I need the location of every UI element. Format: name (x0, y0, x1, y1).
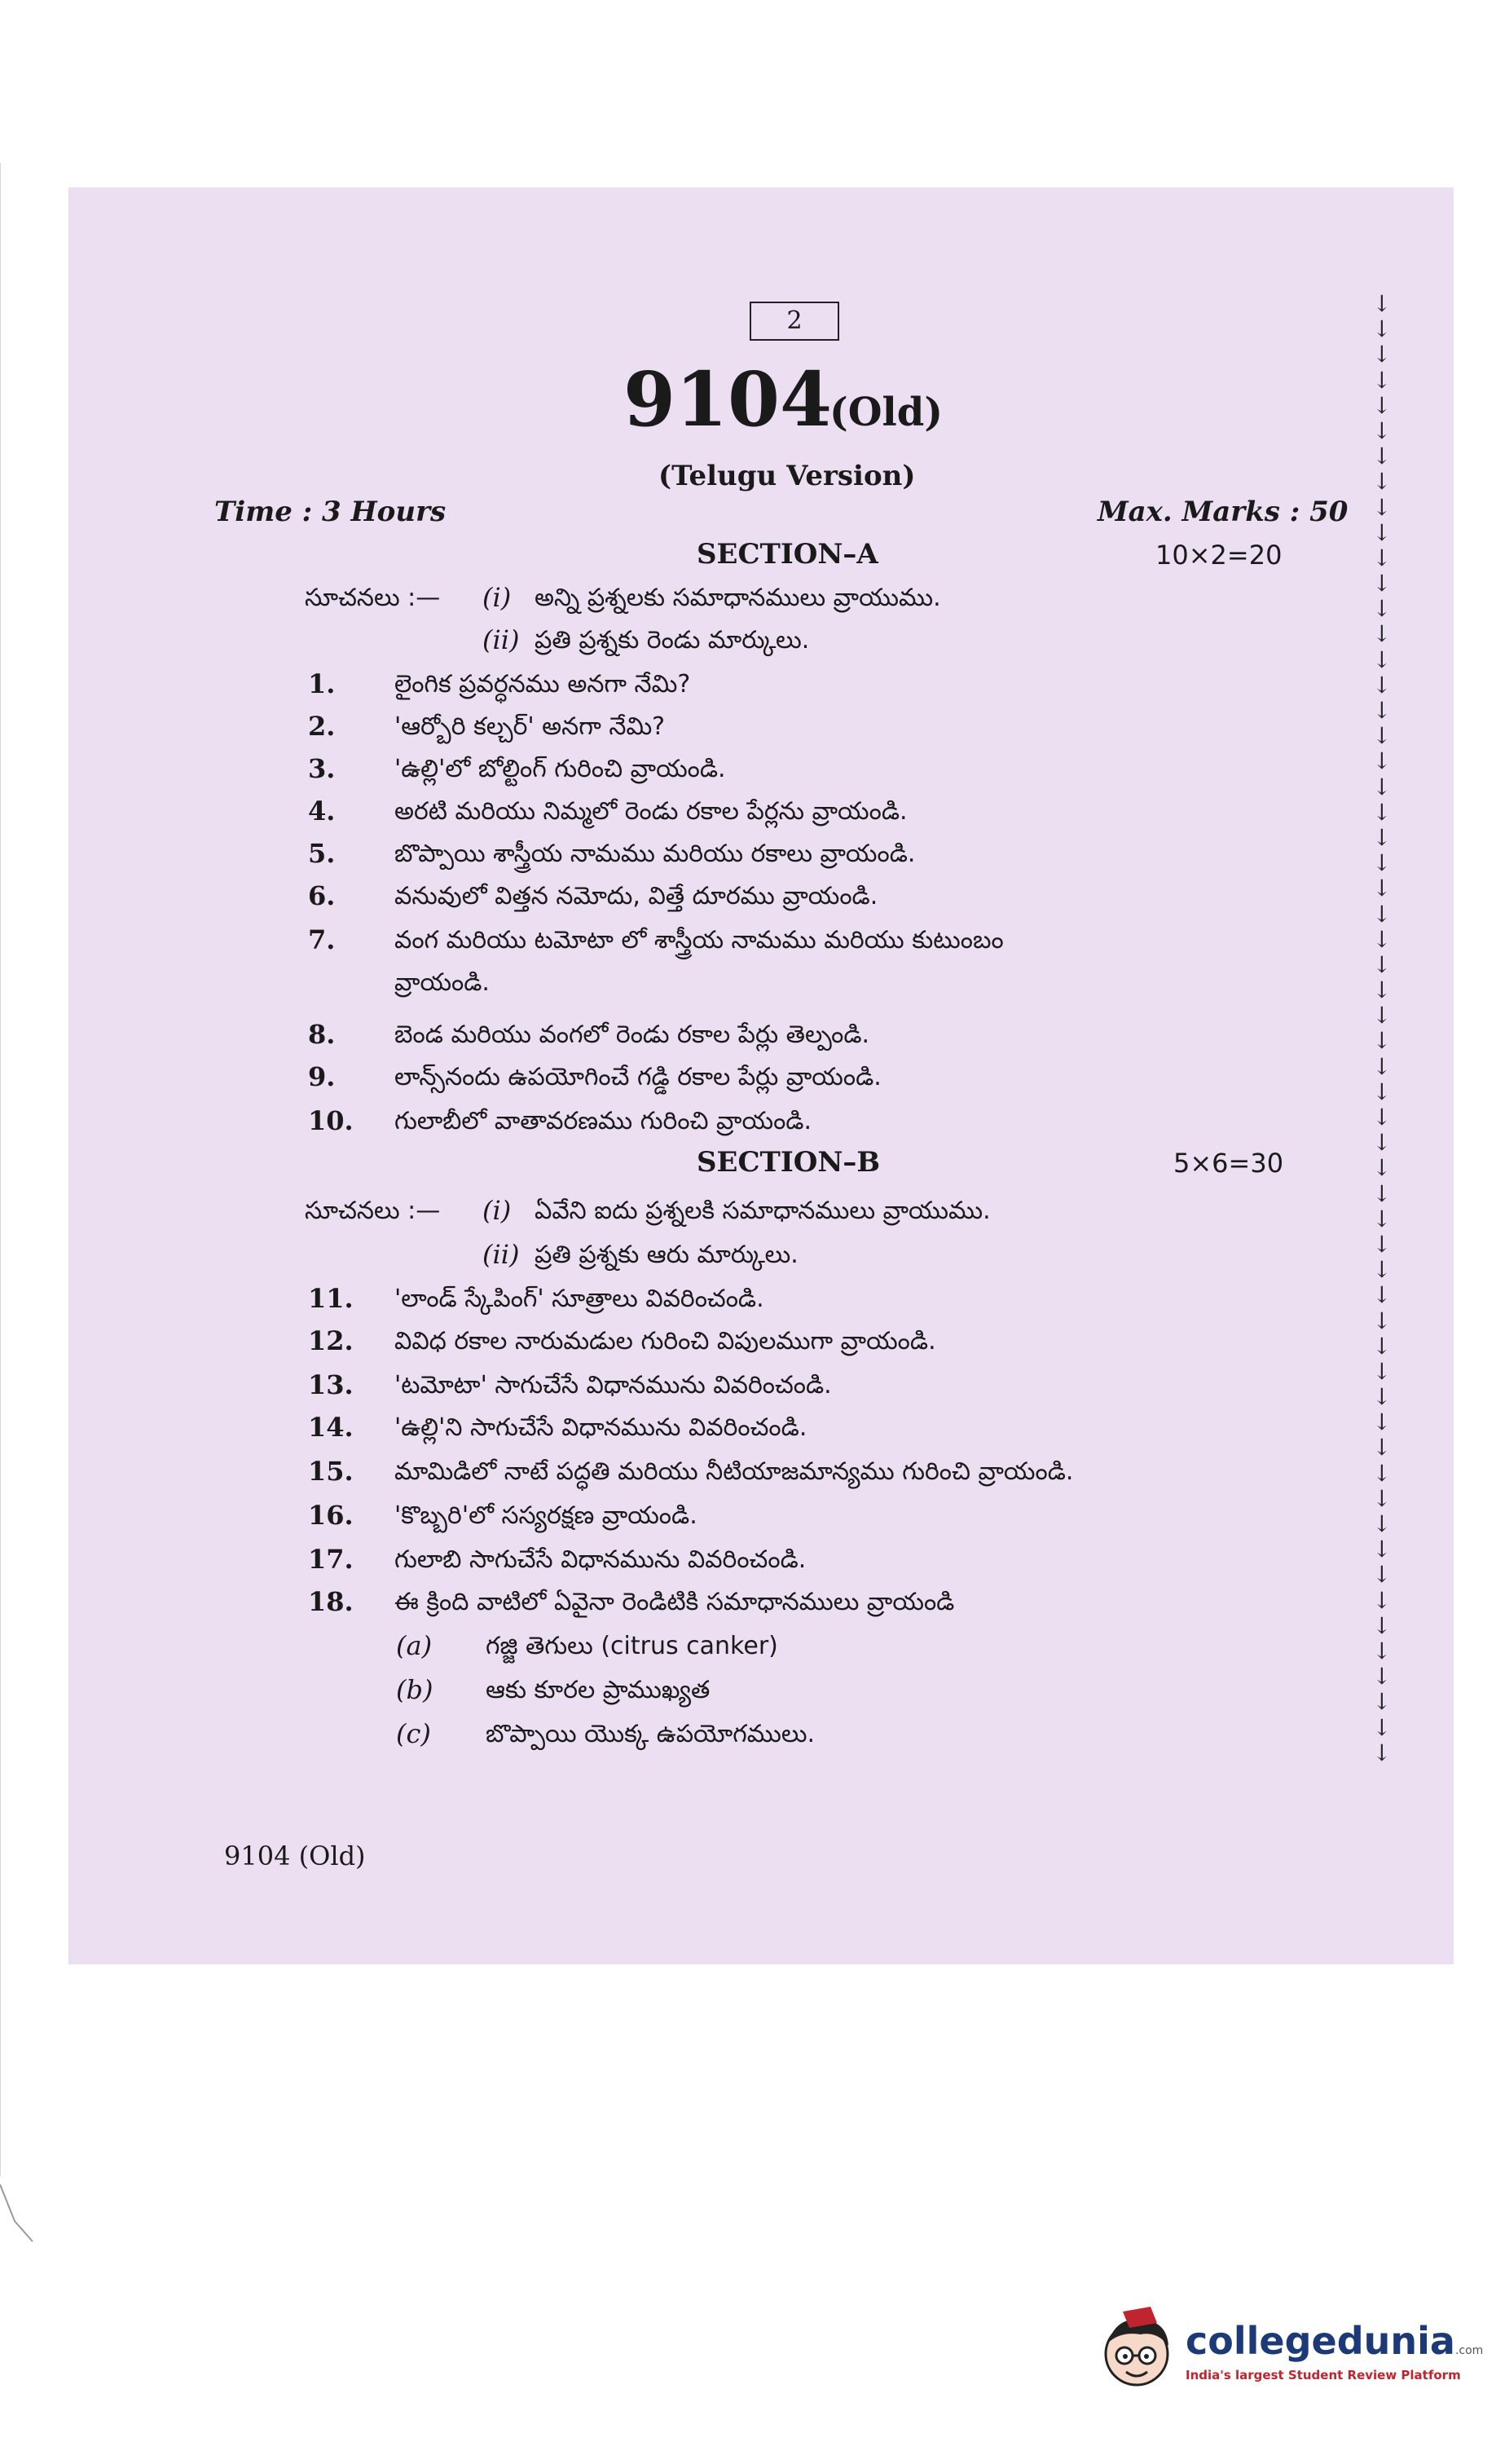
question-number: 11. (308, 1283, 354, 1314)
section-b-note-label: సూచనలు :— (305, 1197, 441, 1225)
down-arrow-icon: ↓ (1372, 1002, 1392, 1029)
down-arrow-icon: ↓ (1372, 1637, 1392, 1664)
scan-edge-line (0, 163, 1, 2176)
question-text: 'లాండ్ స్కేపింగ్' సూత్రాలు వివరించండి. (394, 1285, 764, 1313)
down-arrow-icon: ↓ (1372, 1383, 1392, 1411)
paper-tear-mark (0, 2176, 49, 2250)
section-a-title: SECTION–A (697, 538, 878, 571)
brand-name-text: collegedunia (1186, 2319, 1455, 2363)
down-arrow-icon: ↓ (1372, 1663, 1392, 1690)
question-number: 17. (308, 1544, 354, 1575)
down-arrow-icon: ↓ (1372, 1281, 1392, 1309)
down-arrow-icon: ↓ (1372, 798, 1392, 826)
down-arrow-icon: ↓ (1372, 1256, 1392, 1284)
down-arrow-icon: ↓ (1372, 1536, 1392, 1563)
question-text: 'ఉల్లి'ని సాగుచేసే విధానమును వివరించండి. (394, 1413, 807, 1442)
down-arrow-icon: ↓ (1372, 1561, 1392, 1589)
note-b-2-text: ప్రతి ప్రశ్నకు ఆరు మార్కులు. (535, 1241, 799, 1269)
question-text: ఈ క్రింది వాటిలో ఏవైనా రెండిటికి సమాధానములు వ్రాయండి (394, 1588, 955, 1616)
down-arrow-icon: ↓ (1372, 1713, 1392, 1741)
question-text: లైంగిక ప్రవర్ధనము అనగా నేమి? (394, 670, 691, 699)
time-allowed: Time : 3 Hours (214, 496, 447, 528)
question-text: లాన్స్‌నందు ఉపయోగించే గడ్డి రకాల పేర్లు వ్రాయండి. (394, 1063, 882, 1091)
down-arrow-icon: ↓ (1372, 1307, 1392, 1334)
question-number: 3. (308, 753, 336, 784)
down-arrow-icon: ↓ (1372, 1078, 1392, 1105)
down-arrow-icon: ↓ (1372, 1408, 1392, 1436)
down-arrow-icon: ↓ (1372, 1027, 1392, 1055)
brand-tagline: India's largest Student Review Platform (1186, 2368, 1461, 2382)
down-arrow-icon: ↓ (1372, 1205, 1392, 1232)
down-arrow-icon: ↓ (1372, 950, 1392, 978)
sub-question-number: (b) (396, 1674, 433, 1705)
down-arrow-icon: ↓ (1372, 443, 1392, 470)
down-arrow-icon: ↓ (1372, 1357, 1392, 1385)
down-arrow-icon: ↓ (1372, 1434, 1392, 1461)
sub-question-text: గజ్జి తెగులు (citrus canker) (486, 1632, 778, 1660)
down-arrow-icon: ↓ (1372, 671, 1392, 699)
question-text: బొప్పాయి శాస్త్రీయ నామము మరియు రకాలు వ్రాయండి. (394, 840, 916, 868)
down-arrow-icon: ↓ (1372, 1739, 1392, 1766)
question-text: వనువులో విత్తన నమోదు, విత్తే దూరము వ్రాయండి. (394, 882, 878, 910)
paper-version: (Telugu Version) (658, 460, 916, 492)
down-arrow-icon: ↓ (1372, 1586, 1392, 1614)
question-number: 2. (308, 711, 336, 742)
down-arrow-icon: ↓ (1372, 875, 1392, 902)
down-arrow-icon: ↓ (1372, 595, 1392, 623)
down-arrow-icon: ↓ (1372, 391, 1392, 419)
question-text: వంగ మరియు టమోటా లో శాస్త్రీయ నామము మరియు కుటుంబం (394, 926, 1004, 954)
down-arrow-icon: ↓ (1372, 1154, 1392, 1182)
question-text: 'ఉల్లి'లో బోల్టింగ్ గురించి వ్రాయండి. (394, 755, 726, 783)
question-text: 'ఆర్బోరి కల్చర్' అనగా నేమి? (394, 712, 666, 741)
question-number: 14. (308, 1412, 354, 1443)
down-arrow-icon: ↓ (1372, 1052, 1392, 1080)
section-a-note-label: సూచనలు :— (305, 584, 441, 612)
note-a-2-text: ప్రతి ప్రశ్నకు రెండు మార్కులు. (535, 626, 810, 655)
brand-name (1186, 2319, 1483, 2363)
down-arrow-icon: ↓ (1372, 315, 1392, 343)
down-arrow-icon: ↓ (1372, 1510, 1392, 1537)
down-arrow-icon: ↓ (1372, 1230, 1392, 1258)
brand-suffix: .com (1454, 2344, 1484, 2357)
down-arrow-icon: ↓ (1372, 1179, 1392, 1207)
question-number: 1. (308, 668, 336, 699)
down-arrow-icon: ↓ (1372, 849, 1392, 877)
down-arrow-icon: ↓ (1372, 544, 1392, 571)
sub-question-text: బొప్పాయి యొక్క ఉపయోగములు. (486, 1720, 816, 1748)
note-a-1-text: అన్ని ప్రశ్నలకు సమాధానములు వ్రాయుము. (535, 584, 941, 612)
down-arrow-icon: ↓ (1372, 646, 1392, 673)
note-b-1-num: (i) (482, 1195, 512, 1226)
down-arrow-icon: ↓ (1372, 570, 1392, 597)
down-arrow-icon: ↓ (1372, 773, 1392, 800)
down-arrow-icon: ↓ (1372, 900, 1392, 928)
question-number: 16. (308, 1500, 354, 1531)
paper-code-suffix: (Old) (829, 390, 944, 435)
down-arrow-icon: ↓ (1372, 747, 1392, 775)
sub-question-text: ఆకు కూరల ప్రాముఖ్యత (486, 1676, 711, 1704)
question-text: గులాబి సాగుచేసే విధానమును వివరించండి. (394, 1545, 807, 1574)
down-arrow-icon: ↓ (1372, 1332, 1392, 1360)
down-arrow-icon: ↓ (1372, 468, 1392, 496)
max-marks: Max. Marks : 50 (1098, 496, 1349, 528)
down-arrow-icon: ↓ (1372, 493, 1392, 521)
footer-paper-code: 9104 (Old) (224, 1840, 366, 1871)
question-number: 8. (308, 1019, 336, 1050)
margin-arrow-column (1371, 290, 1393, 1785)
question-number: 9. (308, 1061, 336, 1092)
question-number: 18. (308, 1586, 354, 1617)
down-arrow-icon: ↓ (1372, 722, 1392, 750)
down-arrow-icon: ↓ (1372, 290, 1392, 317)
question-number: 15. (308, 1456, 354, 1487)
down-arrow-icon: ↓ (1372, 1611, 1392, 1639)
question-text: వివిధ రకాల నారుమడుల గురించి విపులముగా వ్రాయండి. (394, 1327, 936, 1355)
question-number: 12. (308, 1325, 354, 1356)
note-b-2-num: (ii) (482, 1239, 520, 1270)
note-a-2-num: (ii) (482, 624, 520, 655)
question-text: 'కొబ్బరి'లో సస్యరక్షణ వ్రాయండి. (394, 1501, 697, 1530)
page-number-box: 2 (750, 302, 839, 341)
sub-question-number: (a) (396, 1630, 433, 1661)
down-arrow-icon: ↓ (1372, 697, 1392, 724)
question-number: 10. (308, 1105, 354, 1136)
question-text-continuation: వ్రాయండి. (394, 968, 490, 997)
paper-code: 9104 (623, 355, 833, 443)
question-number: 5. (308, 838, 336, 869)
down-arrow-icon: ↓ (1372, 976, 1392, 1004)
question-number: 7. (308, 924, 336, 955)
question-text: గులాబీలో వాతావరణము గురించి వ్రాయండి. (394, 1107, 812, 1135)
note-b-1-text: ఏవేని ఐదు ప్రశ్నలకి సమాధానములు వ్రాయుము. (535, 1197, 991, 1225)
sub-question-number: (c) (396, 1718, 431, 1749)
question-text: బెండ మరియు వంగలో రెండు రకాల పేర్లు తెల్పండి. (394, 1020, 870, 1049)
question-number: 6. (308, 880, 336, 911)
section-b-marks: 5×6=30 (1173, 1148, 1284, 1179)
question-number: 13. (308, 1369, 354, 1400)
down-arrow-icon: ↓ (1372, 518, 1392, 546)
down-arrow-icon: ↓ (1372, 1484, 1392, 1512)
down-arrow-icon: ↓ (1372, 366, 1392, 394)
mascot-logo-icon (1092, 2307, 1181, 2396)
down-arrow-icon: ↓ (1372, 1104, 1392, 1131)
down-arrow-icon: ↓ (1372, 925, 1392, 953)
down-arrow-icon: ↓ (1372, 823, 1392, 851)
question-text: మామిడిలో నాటే పద్ధతి మరియు నీటియాజమాన్యము గురించి వ్రాయండి. (394, 1457, 1074, 1486)
down-arrow-icon: ↓ (1372, 1459, 1392, 1487)
note-a-1-num: (i) (482, 582, 512, 613)
down-arrow-icon: ↓ (1372, 1688, 1392, 1716)
down-arrow-icon: ↓ (1372, 417, 1392, 444)
down-arrow-icon: ↓ (1372, 1129, 1392, 1157)
section-b-title: SECTION–B (697, 1146, 881, 1179)
question-text: 'టమోటా' సాగుచేసే విధానమును వివరించండి. (394, 1371, 832, 1399)
section-a-marks: 10×2=20 (1155, 540, 1283, 571)
question-number: 4. (308, 796, 336, 826)
question-text: అరటి మరియు నిమ్మలో రెండు రకాల పేర్లను వ్రాయండి. (394, 797, 908, 826)
down-arrow-icon: ↓ (1372, 620, 1392, 648)
down-arrow-icon: ↓ (1372, 341, 1392, 368)
